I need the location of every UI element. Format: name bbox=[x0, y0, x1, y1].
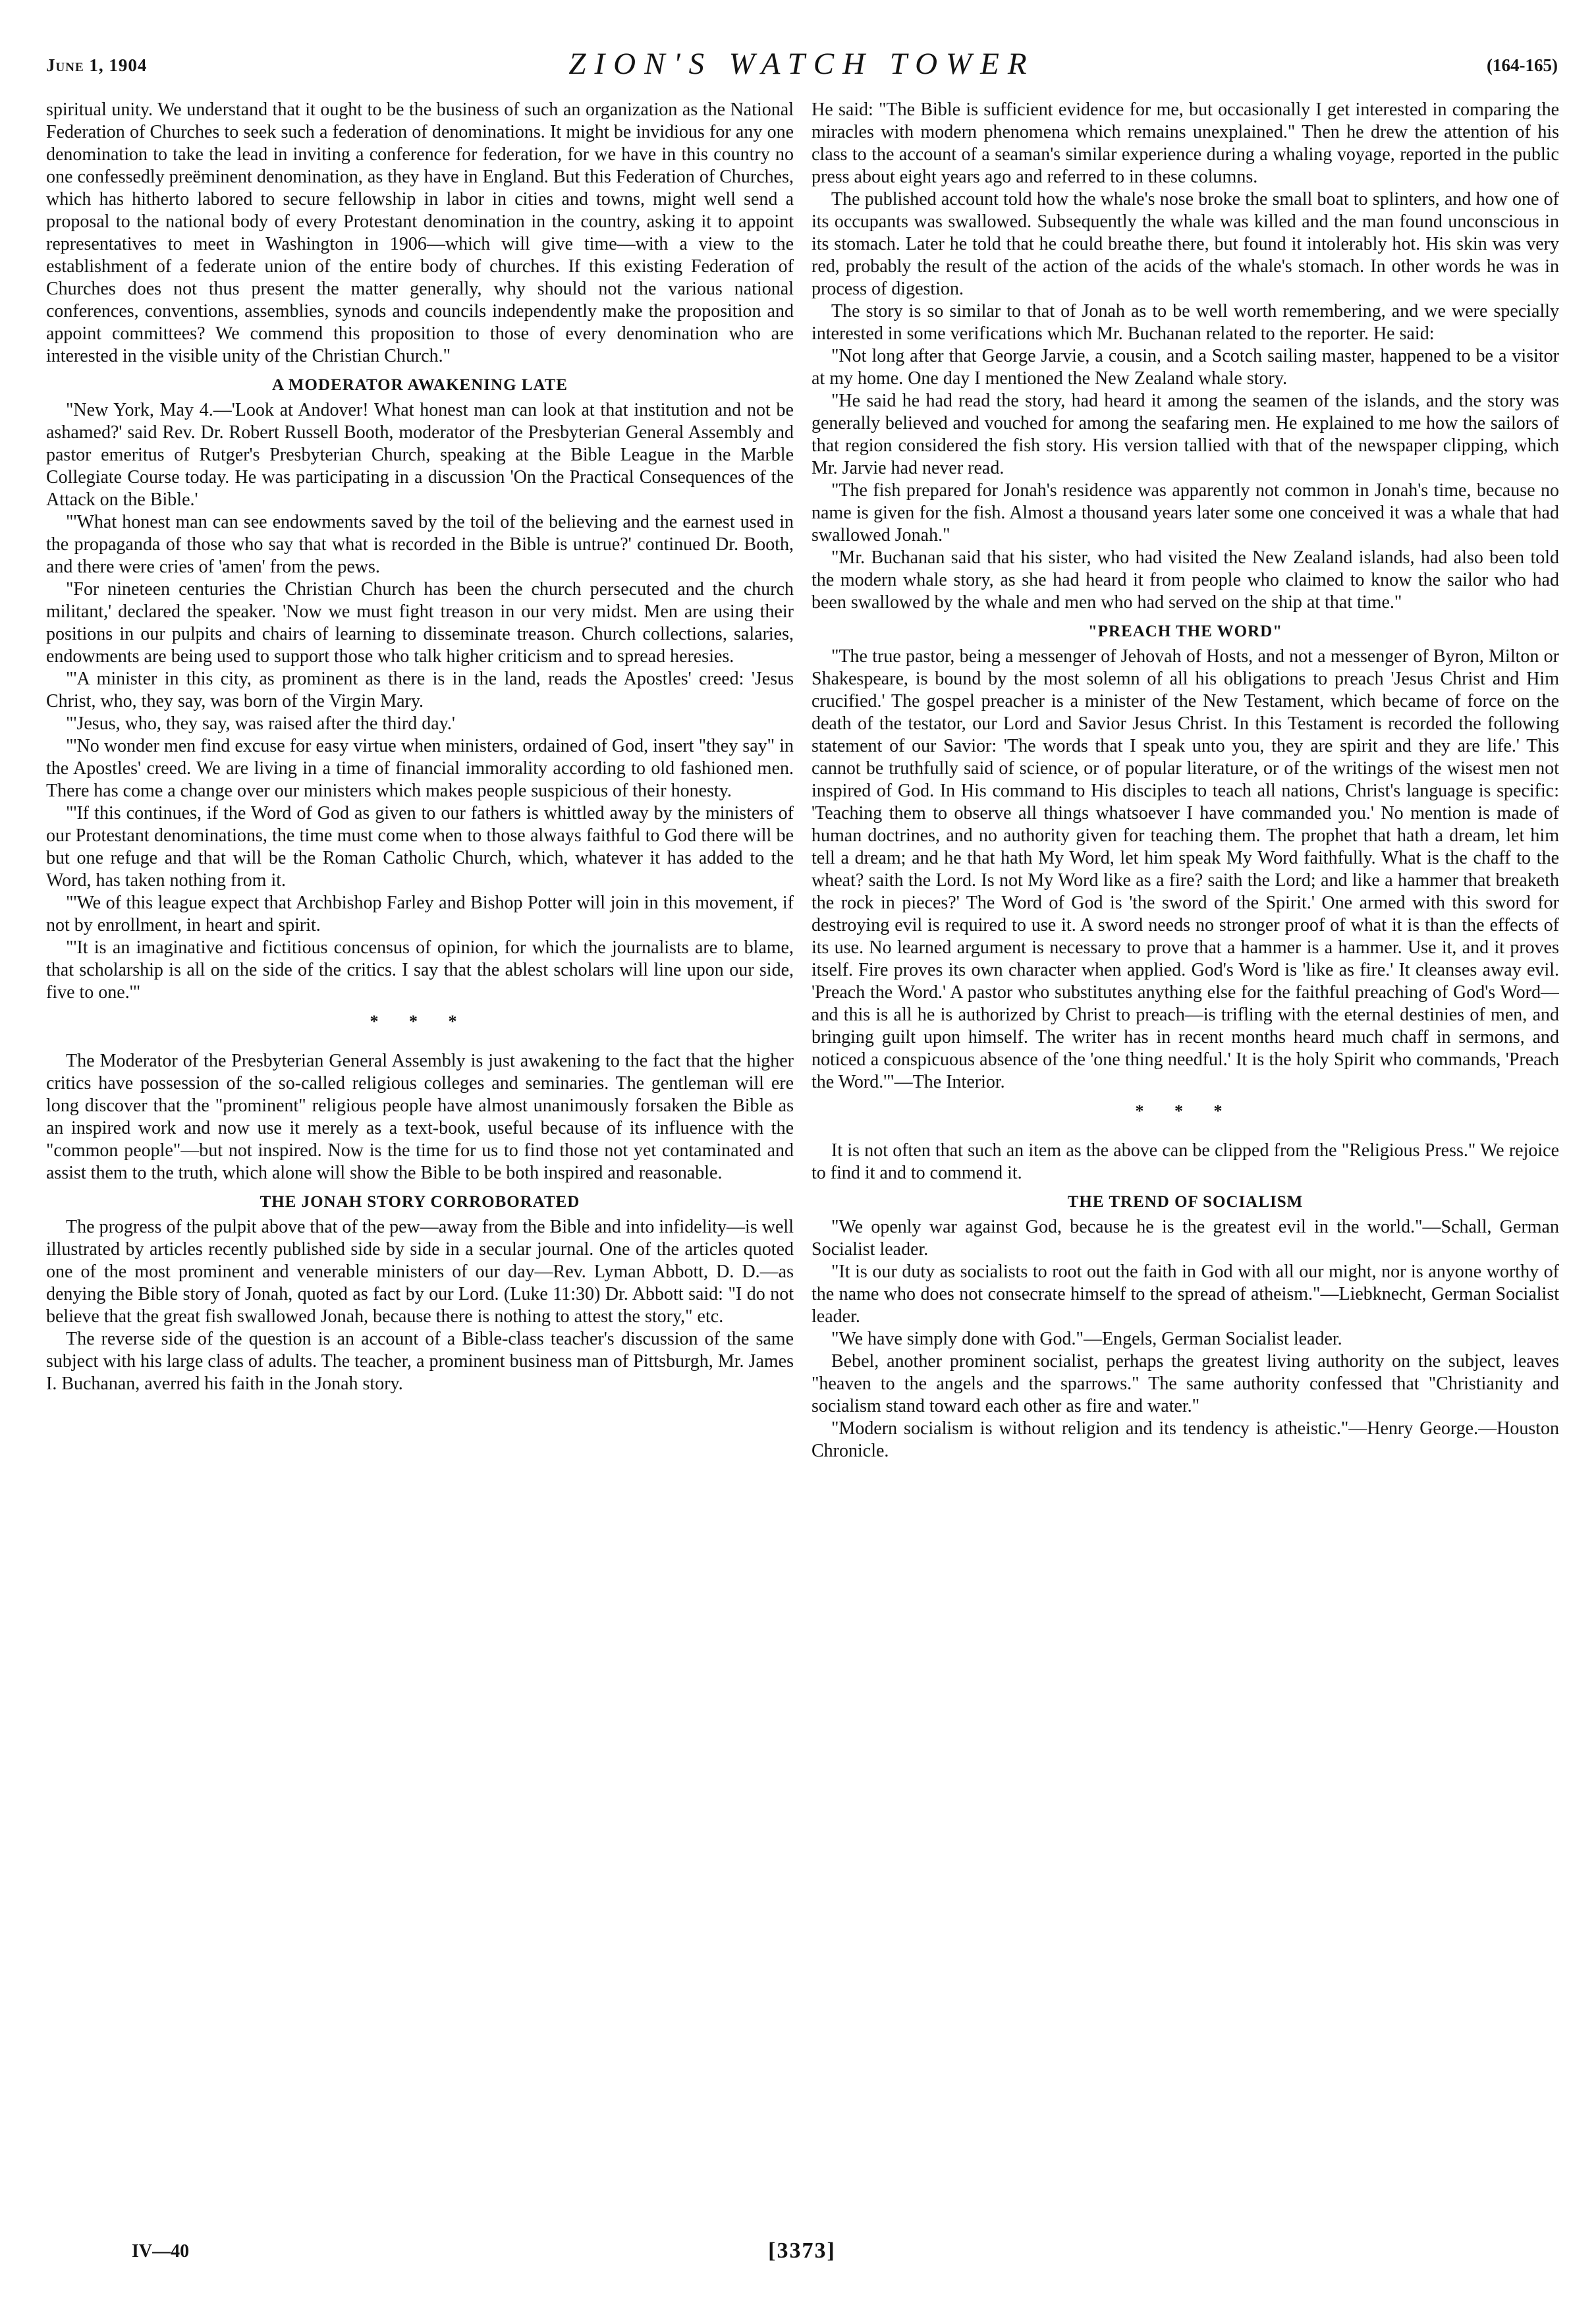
paragraph: "For nineteen centuries the Christian Church has been the church persecuted and the church militant,' declared the speaker. 'Now we must fight treason in our very midst. Men are using their positions in our pulpits and chairs of learning to disseminate treason. Church collections, salaries, endowments are being used to support those who talk higher criticism and to spread heresies. bbox=[46, 579, 794, 667]
section-heading: THE JONAH STORY CORROBORATED bbox=[260, 1193, 580, 1211]
paragraph: "We have simply done with God."—Engels, German Socialist leader. bbox=[831, 1329, 1342, 1349]
section-heading: THE TREND OF SOCIALISM bbox=[1067, 1193, 1304, 1211]
section-heading: A MODERATOR AWAKENING LATE bbox=[272, 376, 568, 394]
paragraph: The Moderator of the Presbyterian General Assembly is just awakening to the fact that the higher critics have possession of the so-called religious colleges and seminaries. The gentleman will ere long discover that the "prominent" religious people have almost unanimously forsaken the Bible as an inspired work and now use it merely as a text-book, useful because of its influence with the "common people"—but not inspired. Now is the time for us to find those not yet contaminated and assist them to the truth, which alone will show the Bible to be both inspired and reasonable. bbox=[46, 1051, 794, 1183]
paragraph: "Modern socialism is without religion and its tendency is atheistic."—Henry George.—Houston Chronicle. bbox=[812, 1418, 1559, 1461]
paragraph: "'What honest man can see endowments saved by the toil of the believing and the earnest used in the propaganda of those who say that what is recorded in the Bible is untrue?' continued Dr. Booth, and there were cries of 'amen' from the pews. bbox=[46, 512, 794, 577]
section-heading: "PREACH THE WORD" bbox=[1087, 623, 1283, 640]
right-column bbox=[812, 99, 1559, 2200]
paragraph: The progress of the pulpit above that of the pew—away from the Bible and into infidelity—is well illustrated by articles recently published side by side in a secular journal. One of the articles quoted one of the most prominent and venerable ministers of our day—Rev. Lyman Abbott, D. D.—as denying the Bible story of Jonah, quoted as fact by our Lord. (Luke 11:30) Dr. Abbott said: "I do not believe that the great fish swallowed Jonah, because there is nothing to attest the story," etc. bbox=[46, 1217, 794, 1327]
paragraph: It is not often that such an item as the above can be clipped from the "Religious Press." We rejoice to find it and to commend it. bbox=[812, 1140, 1559, 1183]
paragraph: "The fish prepared for Jonah's residence was apparently not common in Jonah's time, because no name is given for the fish. Almost a thousand years later some one conceived it was a whale that had swallowed Jonah." bbox=[812, 480, 1559, 545]
masthead-title: ZION'S WATCH TOWER bbox=[568, 47, 1035, 81]
paragraph: He said: "The Bible is sufficient evidence for me, but occasionally I get interested in comparing the miracles with modern phenomena which remains unexplained." Then he drew the attention of his class to the account of a seaman's similar experience during a whaling voyage, reported in the public press about eight years ago and referred to in these columns. bbox=[812, 99, 1559, 187]
paragraph: "Mr. Buchanan said that his sister, who had visited the New Zealand islands, had also been told the modern whale story, as she had heard it from people who claimed to know the sailor who had been swallowed by the whale and men who had served on the ship at that time." bbox=[812, 547, 1559, 613]
paragraph: "It is our duty as socialists to root out the faith in God with all our might, nor is anyone worthy of the name who does not consecrate himself to the spread of atheism."—Liebknecht, German Socialist leader. bbox=[812, 1262, 1559, 1327]
paragraph: The reverse side of the question is an account of a Bible-class teacher's discussion of the same subject with his large class of adults. The teacher, a prominent business man of Pittsburgh, Mr. James I. Buchanan, averred his faith in the Jonah story. bbox=[46, 1329, 794, 1394]
paragraph: "'Jesus, who, they say, was raised after the third day.' bbox=[66, 713, 455, 734]
paragraph: "He said he had read the story, had heard it among the seamen of the islands, and the story was generally believed and vouched for among the seafaring men. He explained to me how the sailors of that region considered the fish story. His version tallied with that of the newspaper clipping, which Mr. Jarvie had never read. bbox=[812, 391, 1559, 478]
section-separator: * * * bbox=[370, 1012, 470, 1031]
paragraph: Bebel, another prominent socialist, perhaps the greatest living authority on the subject, leaves "heaven to the angels and the sparrows." The same authority confessed that "Christianity and socialism stand toward each other as fire and water." bbox=[812, 1351, 1559, 1416]
section-separator: * * * bbox=[1135, 1101, 1236, 1121]
paragraph: "Not long after that George Jarvie, a cousin, and a Scotch sailing master, happened to be a visitor at my home. One day I mentioned the New Zealand whale story. bbox=[812, 346, 1559, 389]
paragraph: "New York, May 4.—'Look at Andover! What honest man can look at that institution and not be ashamed?' said Rev. Dr. Robert Russell Booth, moderator of the Presbyterian General Assembly and pastor emeritus of Rutger's Presbyterian Church, speaking at the Bible League in the Marble Collegiate Course today. He was participating in a discussion 'On the Practical Consequences of the Attack on the Bible.' bbox=[46, 400, 794, 510]
page-header bbox=[46, 46, 1558, 86]
issue-date: June 1, 1904 bbox=[46, 55, 148, 75]
signature-mark: IV—40 bbox=[132, 2241, 190, 2262]
paragraph: The story is so similar to that of Jonah as to be well worth remembering, and we were specially interested in some verifications which Mr. Buchanan related to the reporter. He said: bbox=[812, 301, 1559, 344]
paragraph: "'It is an imaginative and fictitious concensus of opinion, for which the journalists are to blame, that scholarship is all on the side of the critics. I say that the ablest scholars will line upon our side, five to one.'" bbox=[46, 937, 794, 1003]
page-footer bbox=[46, 2238, 1558, 2271]
paragraph: The published account told how the whale's nose broke the small boat to splinters, and how one of its occupants was swallowed. Subsequently the whale was killed and the man found unconscious in its stomach. Later he told that he could breathe there, but found it intolerably hot. His skin was very red, probably the result of the action of the acids of the whale's stomach. In other words he was in process of digestion. bbox=[812, 189, 1559, 299]
page-number: [3373] bbox=[768, 2238, 836, 2263]
left-column bbox=[46, 99, 794, 2200]
paragraph: "We openly war against God, because he is the greatest evil in the world."—Schall, German Socialist leader. bbox=[812, 1217, 1559, 1260]
paragraph: "'A minister in this city, as prominent as there is in the land, reads the Apostles' creed: 'Jesus Christ, who, they say, was born of the Virgin Mary. bbox=[46, 669, 794, 711]
paragraph: "'No wonder men find excuse for easy virtue when ministers, ordained of God, insert "they say" in the Apostles' creed. We are living in a time of financial immorality according to old fashioned men. There has come a change over our ministers which makes people suspicious of their honesty. bbox=[46, 736, 794, 801]
paragraph: "The true pastor, being a messenger of Jehovah of Hosts, and not a messenger of Byron, Milton or Shakespeare, is bound by the most solemn of all his obligations to preach 'Jesus Christ and Him crucified.' The gospel preacher is a minister of the New Testament, which became of force on the death of the testator, our Lord and Savior Jesus Christ. In this Testament is recorded the following statement of our Savior: 'The words that I speak unto you, they are spirit and they are life.' This cannot be truthfully said of science, or of popular literature, or of the writings of the wisest men not inspired of God. In His command to His disciples to teach all nations, Christ's language is specific: 'Teaching them to observe all things whatsoever I have commanded you.' No mention is made of human doctrines, and no authority given for teaching them. The prophet that hath a dream, let him tell a dream; and he that hath My Word, let him speak My Word faithfully. What is the chaff to the wheat? saith the Lord. Is not My Word like as a fire? saith the Lord; and like a hammer that breaketh the rock in pieces?' The Word of God is 'the sword of the Spirit.' One armed with this sword for destroying evil is required to use it. A sword needs no stronger proof of what it is than the effects of its use. No learned argument is necessary to prove that a hammer is a hammer. Use it, and it proves itself. Fire proves its own character when applied. God's Word is 'like as fire.' It cleanses away evil. 'Preach the Word.' A pastor who substitutes anything else for the faithful preaching of God's Word—and this is all he is authorized by Christ to preach—is trifling with the eternal destinies of men, and bringing guilt upon himself. The writer has in recent months heard much chaff in sermons, and noticed a conspicuous absence of the 'one thing needful.' It is the holy Spirit who commands, 'Preach the Word.'"—The Interior. bbox=[812, 646, 1559, 1092]
paragraph: spiritual unity. We understand that it ought to be the business of such an organization as the National Federation of Churches to seek such a federation of denominations. It might be invidious for any one denomination to take the lead in inviting a conference for federation, for we have in this country no one confessedly preëminent denomination, as they have in England. But this Federation of Churches, which has hitherto labored to secure fellowship in labor in cities and towns, might well send a proposal to the national body of every Protestant denomination in the country, asking it to appoint representatives to meet in Washington in 1906—which will give time—with a view to the establishment of a federate union of the entire body of churches. If this existing Federation of Churches does not thus present the matter generally, why should not the various national conferences, conventions, assemblies, synods and councils independently make the proposition and appoint committees? We commend this proposition to those of every denomination who are interested in the visible unity of the Christian Church." bbox=[46, 99, 794, 366]
page-range: (164-165) bbox=[1487, 55, 1558, 75]
paragraph: "'If this continues, if the Word of God as given to our fathers is whittled away by the ministers of our Protestant denominations, the time must come when to those always faithful to God there will be but one refuge and that will be the Roman Catholic Church, which, whatever it has added to the Word, has taken nothing from it. bbox=[46, 803, 794, 891]
paragraph: "'We of this league expect that Archbishop Farley and Bishop Potter will join in this movement, if not by enrollment, in heart and spirit. bbox=[46, 893, 794, 935]
